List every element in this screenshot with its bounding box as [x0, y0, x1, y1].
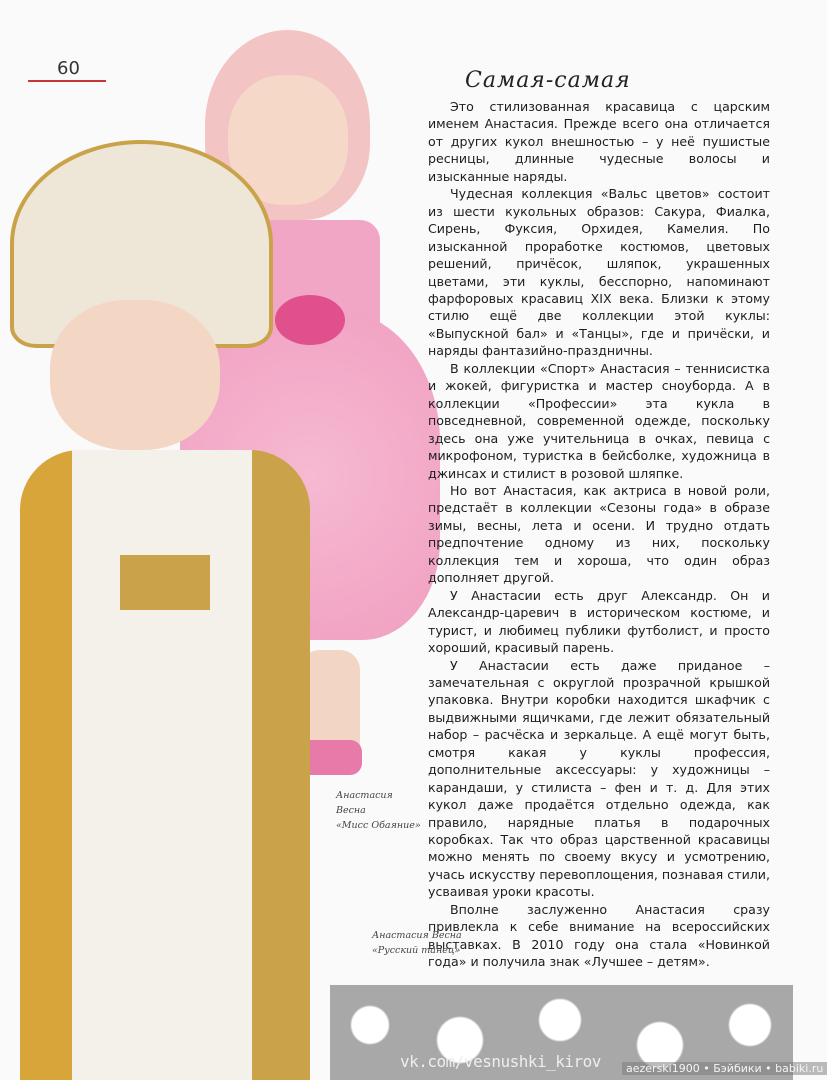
paragraph: В коллекции «Спорт» Анастасия – теннисистка и жокей, фигуристка и мастер сноуборда. А в коллекции «Профессии» эта кукла в повседневной, современной одежде, поскольку здесь она уже учительница в очках, певица с микрофоном, туристка в бейсболке, художница в джинсах и стилист в розовой шляпке.: [428, 360, 770, 481]
caption-gold-doll: [372, 928, 462, 958]
watermark: vk.com/vesnushki_kirov: [400, 1052, 601, 1071]
page-number-rule: [28, 80, 106, 82]
caption-pink-doll: [336, 788, 421, 833]
caption-line: «Русский танец»: [372, 945, 461, 956]
doll-rose: [275, 295, 345, 345]
article-body: [428, 98, 770, 971]
paragraph: У Анастасии есть даже приданое – замечательная с округлой прозрачной крышкой упаковка. Внутри коробки находится шкафчик с выдвижными ящичками, где лежит обязательный набор – расчёска и зеркальце. А ещё могут быть, смотря какая у куклы профессия, дополнительные аксессуары: у художницы – карандаши, у стилиста – фен и т. д. Для этих кукол даже продаётся отдельно одежда, как правило, нарядные платья в подарочных коробках. Так что образ царственной красавицы можно менять по своему вкусу и усмотрению, учась искусству перевоплощения, познавая стили, усваивая уроки красоты.: [428, 657, 770, 900]
doll-dress: [20, 450, 310, 1080]
paragraph: Чудесная коллекция «Вальс цветов» состоит из шести кукольных образов: Сакура, Фиалка, Сирень, Фуксия, Орхидея, Камелия. По изысканной проработке костюмов, цветовых решений, причёсок, шляпок, украшенных цветами, эти куклы, бесспорно, напоминают фарфоровых красавиц XIX века. Близки к этому стилю ещё две коллекции этой куклы: «Выпускной бал» и «Танцы», где и причёски, и наряды фантазийно-праздничны.: [428, 186, 770, 359]
caption-line: Анастасия: [336, 790, 393, 801]
paragraph: Но вот Анастасия, как актриса в новой роли, предстаёт в коллекции «Сезоны года» в образе зимы, весны, лета и осени. И трудно отдать предпочтение одному из них, поскольку коллекция тем и хороша, что один образ дополняет другой.: [428, 482, 770, 586]
doll-face: [50, 300, 220, 450]
paragraph: Вполне заслуженно Анастасия сразу привлекла к себе внимание на всероссийских выставках. В 2010 году она стала «Новинкой года» и получила знак «Лучшее – детям».: [428, 901, 770, 970]
doll-belt: [120, 555, 210, 610]
caption-line: Анастасия Весна: [372, 930, 462, 941]
watermark-site: aezerski1900 • Бэйбики • babiki.ru: [622, 1062, 827, 1075]
article-title: Самая-самая: [465, 68, 631, 93]
paragraph: Это стилизованная красавица с царским именем Анастасия. Прежде всего она отличается от других кукол внешностью – у неё пушистые ресницы, длинные чудесные волосы и изысканные наряды.: [428, 99, 770, 184]
caption-line: Весна: [336, 805, 366, 816]
caption-line: «Мисс Обаяние»: [336, 820, 421, 831]
page-number: 60: [57, 58, 80, 79]
paragraph: У Анастасии есть друг Александр. Он и Александр-царевич в историческом костюме, и турист, и любимец публики футболист, и просто хороший, красивый парень.: [428, 587, 770, 656]
